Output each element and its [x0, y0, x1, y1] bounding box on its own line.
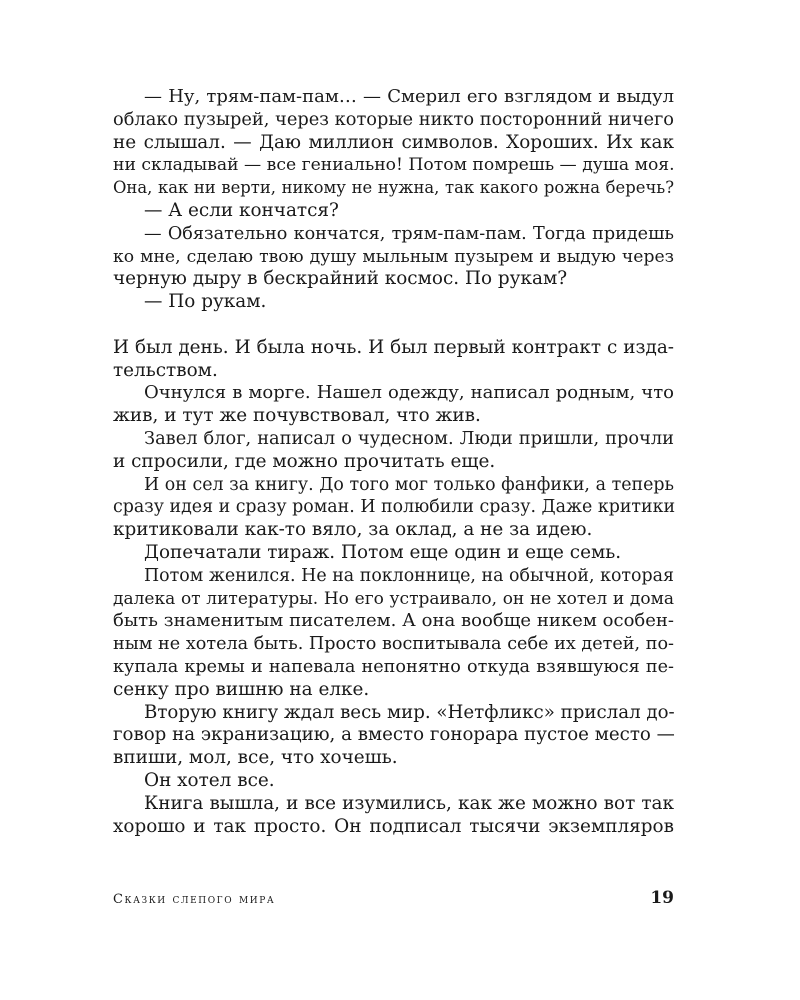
text-line: ко мне, сделаю твою душу мыльным пузырем и выдую через [113, 246, 674, 267]
text-line: Очнулся в морге. Нашел одежду, написал родным, что [144, 382, 674, 404]
paragraph-gap [113, 314, 674, 337]
text-line: — Обязательно кончатся, трям-пам-пам. Тогда придешь [144, 223, 674, 244]
text-line: — По рукам. [144, 291, 267, 313]
page-number: 19 [650, 888, 674, 908]
text-line: И он сел за книгу. До того мог только фанфики, а теперь [144, 474, 674, 495]
text-line: говор на экранизацию, а вместо гонорара пустое место — [113, 724, 675, 746]
page-body [113, 86, 674, 838]
text-line: жив, и тут же почувствовал, что жив. [113, 405, 481, 427]
text-line: далека от литературы. Но его устраивало, он не хотел и дома [113, 588, 674, 609]
text-line: черную дыру в бескрайний космос. По рукам? [113, 268, 568, 290]
text-line: ни складывай — все гениально! Потом помрешь — душа моя. [113, 155, 675, 176]
text-line: И был день. И была ночь. И был первый контракт с изда- [113, 336, 674, 358]
text-line: Она, как ни верти, никому не нужна, так какого рожна беречь? [113, 178, 674, 198]
text-line: облако пузырей, через которые никто посторонний ничего [113, 108, 674, 130]
text-line: тельством. [113, 359, 218, 381]
text-line: Он хотел все. [144, 769, 275, 791]
text-line: не слышал. — Даю миллион символов. Хороших. Их как [113, 131, 674, 153]
text-line: Завел блог, написал о чудесном. Люди пришли, прочли [144, 427, 674, 449]
text-line: Вторую книгу ждал весь мир. «Нетфликс» прислал до- [144, 701, 675, 723]
text-line: сенку про вишню на елке. [113, 678, 370, 700]
text-line: Потом женился. Не на поклоннице, на обычной, которая [144, 565, 674, 586]
text-line: — А если кончатся? [144, 199, 339, 221]
running-title: Сказки слепого мира [113, 892, 276, 907]
text-line: Книга вышла, и все изумились, как же можно вот так [144, 792, 674, 814]
text-line: ным не хотела быть. Просто воспитывала себе их детей, по- [113, 634, 674, 655]
text-line: купала кремы и напевала непонятно откуда взявшуюся пе- [113, 656, 674, 677]
text-line: Допечатали тираж. Потом еще один и еще семь. [144, 541, 622, 563]
text-line: и спросили, где можно прочитать еще. [113, 450, 496, 472]
text-line: впиши, мол, все, что хочешь. [113, 747, 398, 769]
text-line: критиковали как-то вяло, за оклад, а не за идею. [113, 519, 593, 541]
text-line: — Ну, трям-пам-пам… — Смерил его взглядом и выдул [144, 86, 674, 107]
text-line: сразу идея и сразу роман. И полюбили сразу. Даже критики [113, 497, 676, 518]
page-footer [113, 888, 674, 912]
text-line: быть знаменитым писателем. А она вообще никем особен- [113, 610, 674, 632]
text-line: хорошо и так просто. Он подписал тысячи экземпляров [113, 815, 674, 837]
